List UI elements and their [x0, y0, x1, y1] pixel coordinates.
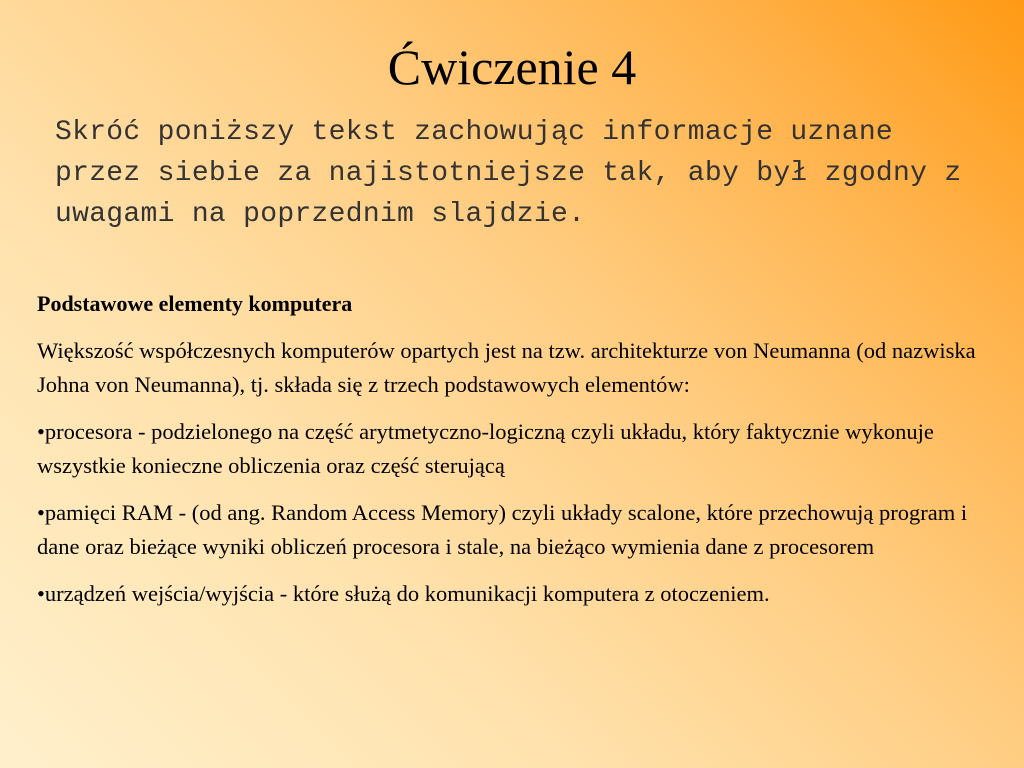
- list-item-ram: [37, 496, 997, 564]
- bullet-icon: •: [37, 419, 45, 444]
- article-text: [37, 288, 997, 624]
- list-item-text: pamięci RAM - (od ang. Random Access Memory) czyli układy scalone, które przechowują program i dane oraz bieżące wyniki obliczeń procesora i stale, na bieżąco wymienia dane z procesorem: [37, 500, 968, 559]
- list-item-text: procesora - podzielonego na część arytmetyczno-logiczną czyli układu, który faktycznie wykonuje wszystkie konieczne obliczenia oraz część sterującą: [37, 419, 934, 478]
- bullet-icon: •: [37, 581, 45, 606]
- list-item-processor: [37, 415, 997, 483]
- list-item-io: [37, 577, 997, 611]
- article-intro: Większość współczesnych komputerów opartych jest na tzw. architekturze von Neumanna (od nazwiska Johna von Neumanna), tj. składa się z trzech podstawowych elementów:: [37, 338, 976, 397]
- bullet-icon: •: [37, 500, 45, 525]
- article-heading: Podstawowe elementy komputera: [37, 291, 353, 316]
- slide-title: Ćwiczenie 4: [387, 39, 637, 95]
- list-item-text: urządzeń wejścia/wyjścia - które służą do komunikacji komputera z otoczeniem.: [44, 581, 770, 606]
- exercise-instruction: Skróć poniższy tekst zachowując informacje uznane przez siebie za najistotniejsze tak, aby był zgodny z uwagami na poprzednim slajdzie.: [55, 117, 962, 230]
